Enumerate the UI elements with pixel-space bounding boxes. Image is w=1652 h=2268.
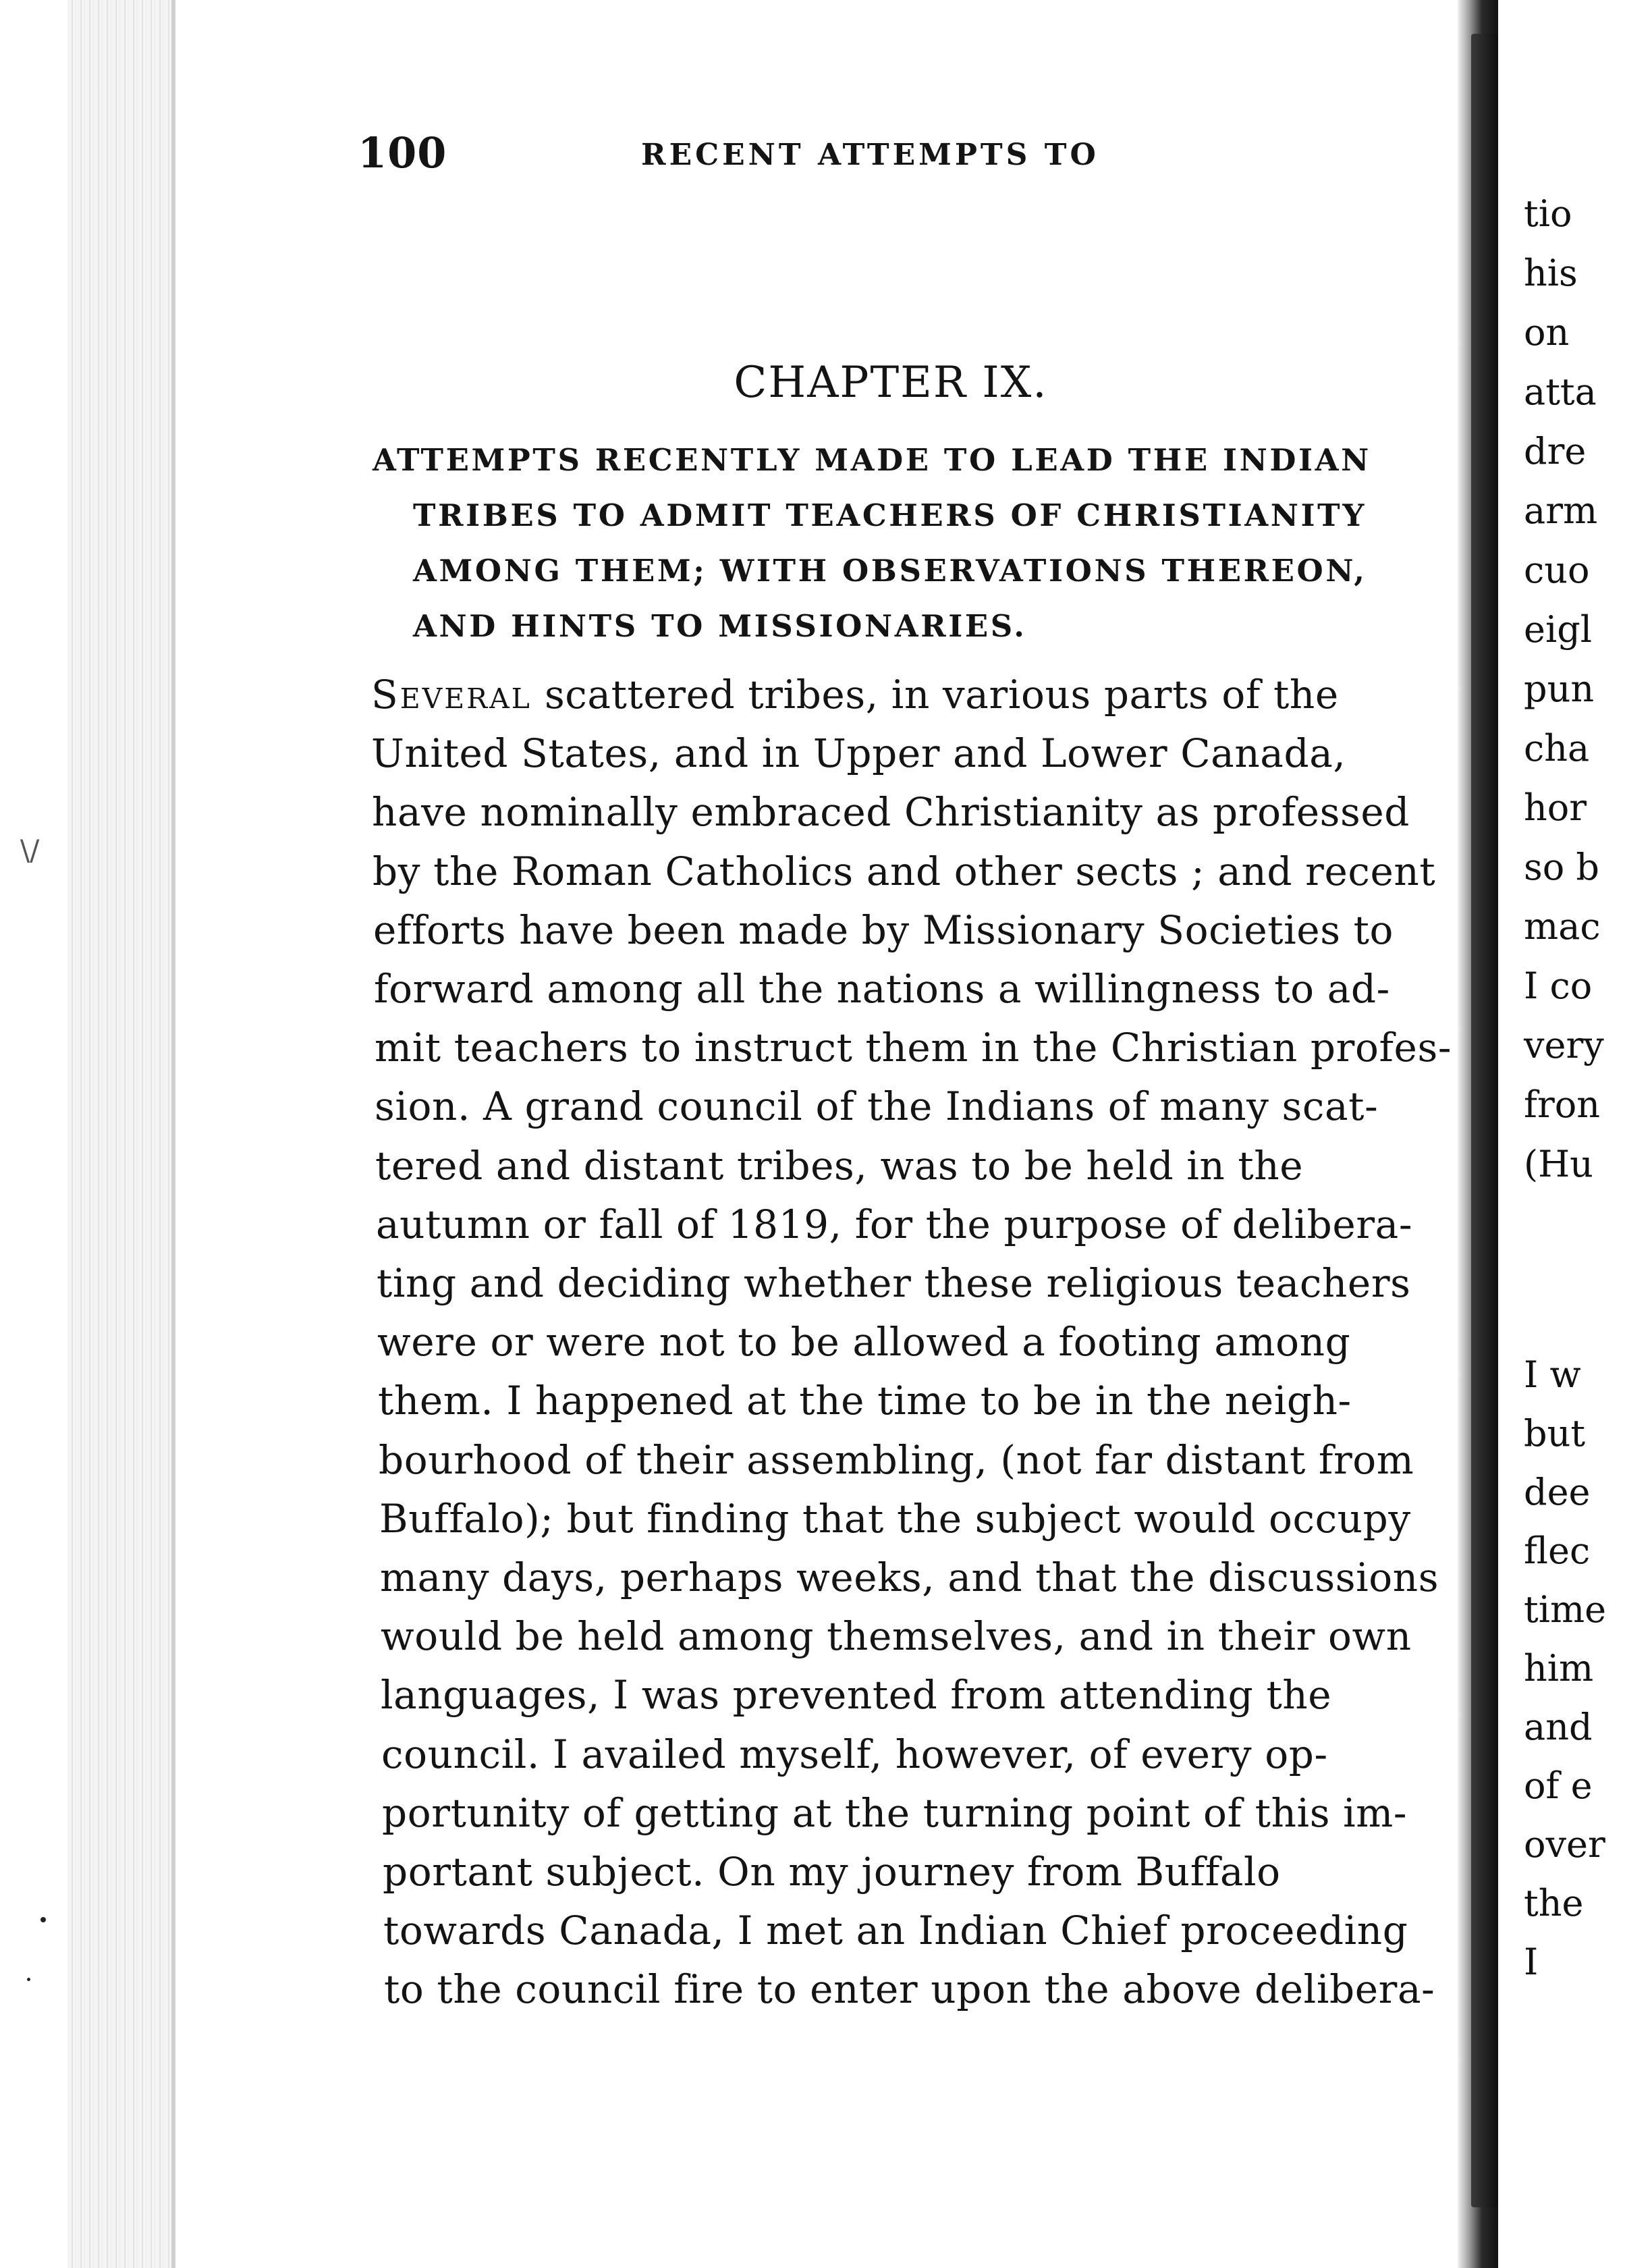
facing-line: of e — [1524, 1764, 1593, 1807]
running-head — [358, 128, 1437, 182]
facing-line: cha — [1524, 727, 1590, 770]
facing-line: and — [1524, 1706, 1593, 1748]
facing-line: his — [1524, 252, 1578, 294]
running-title: RECENT ATTEMPTS TO — [641, 138, 1099, 172]
body-line: have nominally embraced Christianity as professed — [372, 789, 1410, 836]
page-number: 100 — [358, 128, 447, 178]
facing-line: (Hu — [1524, 1143, 1593, 1185]
facing-line: I — [1524, 1941, 1539, 1983]
first-line-rest: scattered tribes, in various parts of the — [531, 672, 1339, 718]
facing-line: I w — [1524, 1353, 1581, 1396]
facing-line: arm — [1524, 489, 1598, 532]
facing-line: flec — [1524, 1530, 1591, 1572]
body-line-first — [371, 672, 1339, 718]
body-line: portant subject. On my journey from Buffalo — [383, 1849, 1281, 1895]
summary-line: ATTEMPTS RECENTLY MADE TO LEAD THE INDIAN — [373, 442, 1371, 478]
body-line: sion. A grand council of the Indians of many scat- — [375, 1083, 1379, 1130]
facing-line: so b — [1524, 846, 1599, 888]
facing-line: pun — [1524, 668, 1595, 710]
scan-mark: \/ — [20, 834, 40, 867]
body-line: efforts have been made by Missionary Societies to — [373, 907, 1394, 953]
facing-line: atta — [1524, 371, 1597, 413]
body-line: Buffalo); but finding that the subject would occupy — [379, 1495, 1411, 1542]
scan-speck — [27, 1978, 30, 1981]
body-line: bourhood of their assembling, (not far distant from — [379, 1436, 1414, 1483]
facing-line: hor — [1524, 786, 1587, 829]
facing-line: cuo — [1524, 549, 1590, 591]
summary-line: AMONG THEM; WITH OBSERVATIONS THEREON, — [413, 553, 1367, 589]
opening-word: Several — [371, 672, 532, 718]
body-line: by the Roman Catholics and other sects ; and recent — [373, 848, 1436, 894]
scan-margin — [0, 0, 67, 2268]
facing-line: over — [1524, 1823, 1605, 1866]
body-line: mit teachers to instruct them in the Christian profes- — [375, 1025, 1452, 1071]
body-line: towards Canada, I met an Indian Chief proceeding — [383, 1908, 1408, 1954]
body-line: forward among all the nations a willingness to ad- — [374, 966, 1390, 1012]
summary-line: AND HINTS TO MISSIONARIES. — [413, 608, 1027, 644]
scan-speck — [40, 1917, 46, 1922]
body-line: them. I happened at the time to be in the neigh- — [378, 1378, 1352, 1424]
facing-page — [1498, 0, 1652, 2268]
facing-line: time — [1524, 1588, 1607, 1631]
chapter-title: CHAPTER IX. — [734, 358, 1048, 408]
body-line: to the council fire to enter upon the above delibera- — [384, 1966, 1435, 2013]
body-line: autumn or fall of 1819, for the purpose of delibera- — [376, 1201, 1413, 1247]
binding-shadow — [1471, 34, 1498, 2207]
body-line: would be held among themselves, and in their own — [381, 1613, 1412, 1660]
facing-line: eigl — [1524, 608, 1593, 651]
facing-line: dee — [1524, 1471, 1591, 1513]
facing-line: the — [1524, 1882, 1584, 1924]
facing-line: very — [1524, 1024, 1604, 1066]
facing-line: dre — [1524, 430, 1587, 473]
body-line: United States, and in Upper and Lower Canada, — [371, 730, 1346, 777]
body-line: tered and distant tribes, was to be held in the — [375, 1142, 1304, 1189]
body-line: ting and deciding whether these religious teachers — [377, 1260, 1411, 1306]
facing-line: him — [1524, 1647, 1594, 1690]
facing-line: but — [1524, 1412, 1586, 1455]
facing-line: I co — [1524, 965, 1593, 1007]
body-line: council. I availed myself, however, of every op- — [381, 1731, 1328, 1777]
page-edges — [67, 0, 175, 2268]
facing-line: on — [1524, 311, 1570, 354]
body-line: languages, I was prevented from attending the — [381, 1672, 1332, 1719]
body-line: portunity of getting at the turning point of this im- — [382, 1789, 1408, 1836]
summary-line: TRIBES TO ADMIT TEACHERS OF CHRISTIANITY — [413, 497, 1367, 533]
facing-line: tio — [1524, 192, 1572, 235]
body-line: many days, perhaps weeks, and that the discussions — [380, 1555, 1439, 1600]
facing-line: fron — [1524, 1083, 1601, 1126]
body-line: were or were not to be allowed a footing among — [377, 1319, 1351, 1366]
facing-line: mac — [1524, 905, 1601, 948]
